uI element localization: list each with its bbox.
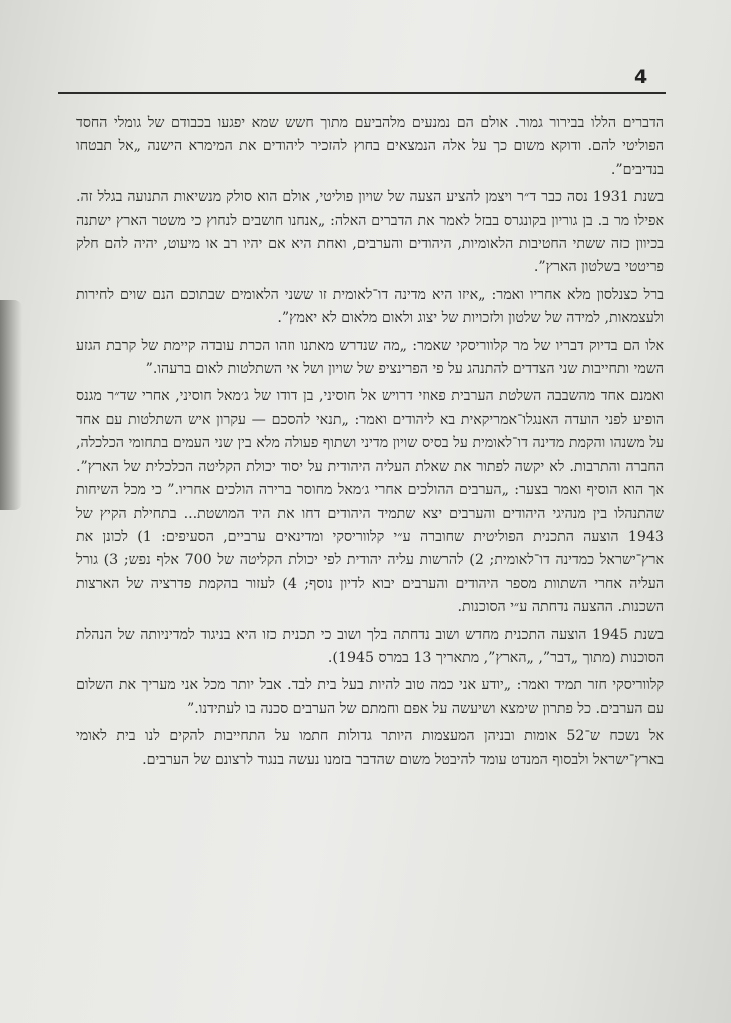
page-number: 4 — [634, 66, 648, 88]
paragraph: ברל כצנלסון מלא אחריו ואמר: „איזו היא מדינה דו־לאומית זו ששני הלאומים שבתוכם הנם שוים לחירות ולעצמאות, למידה של שלטון ולזכויות של יצוג ולאום מלאום לא יאמץ”. — [76, 286, 664, 327]
body-text — [76, 112, 664, 776]
paragraph: ואמנם אחד מהשבבה השלטת הערבית פאוזי דרויש אל חוסיני, בן דודו של ג׳מאל חוסיני, אחרי שד״ר מגנס הופיע לפני הועדה האנגלו־אמריקאית בא ליהודים ואמר: „תנאי להסכם — עקרון איש השתלטות עם אחד על משנהו והקמת מדינה דו־לאומית על בסיס שויון מדיני ושתוף פעולה מלא בין שני העמים בתחומי הכלכלה, החברה והתרבות. לא יקשה לפתור את שאלת העליה היהודית על יסוד יכולת הקליטה הכלכלית של הארץ”. אך הוא הוסיף ואמר בצער: „הערבים ההולכים אחרי ג׳מאל מחוסר ברירה הולכים אחריו.” כי מכל השיחות שהתנהלו בין מנהיגי היהודים והערבים יצא שתמיד היהודים דחו את היד המושטת... בתחילת הקיץ של 1943 הוצעה התכנית הפוליטית שחוברה ע״י קלווריסקי ומדינאים ערביים, הסעיפים: 1) לכונן את ארץ־ישראל כמדינה דו־לאומית; 2) להרשות עליה יהודית לפי יכולת הקליטה של 700 אלף נפש; 3) גורל העליה אחרי השתוות מספר היהודים והערבים יבוא לדיון נוסף; 4) לעזור בהקמת פדרציה של הארצות השכנות. ההצעה נדחתה ע״י הסוכנות. — [76, 388, 665, 616]
paragraph: קלווריסקי חזר תמיד ואמר: „יודע אני כמה טוב להיות בעל בית לבד. אבל יותר מכל אני מעריך את השלום עם הערבים. כל פתרון שימצא ושיעשה על אפם וחמתם של הערבים סכנה בו לעתידנו.” — [76, 677, 664, 717]
paragraph: בשנת 1931 נסה כבר ד״ר ויצמן להציע הצעה של שויון פוליטי, אולם הוא סולק מנשיאות התנועה בגלל זה. אפילו מר ב. בן גוריון בקונגרס בבזל לאמר את הדברים האלה: „אנחנו חושבים לנחוץ כי משטר הארץ ישתנה בכיוון כזה ששתי החטיבות הלאומיות, היהודים והערבים, ואחת היא אם יהיו רב או מיעוט, יהיה להם חלק פריטטי בשלטון הארץ”. — [76, 189, 664, 276]
binding-shadow — [0, 300, 22, 510]
paragraph: אלו הם בדיוק דבריו של מר קלווריסקי שאמר: „מה שנדרש מאתנו וזהו הכרת עובדה קיימת של קרבת הגזע השמי ותחייבות שני הצדדים להתנהג על פי הפרינציפ של שויון ושל אי השתלטות לאום ברעהו.” — [76, 337, 664, 378]
paragraph: אל נשכח ש־52 אומות ובניהן המעצמות היותר גדולות חתמו על התחייבות להקים לנו בית לאומי בארץ־ישראל ולבסוף המנדט עומד להיבטל משום שהדבר בזמנו נעשה בנגוד לרצונם של הערבים. — [76, 728, 664, 768]
paragraph: הדברים הללו בבירור גמור. אולם הם נמנעים מלהביעם מתוך חשש שמא יפגעו בכבודם של גומלי החסד הפוליטי להם. ודוקא משום כך על אלה הנמצאים בחוץ להזכיר ליהודים את המימרא הישנה „אל תבטחו בנדיבים”. — [76, 115, 664, 178]
header-rule — [58, 92, 666, 94]
paragraph: בשנת 1945 הוצעה התכנית מחדש ושוב נדחתה בלך ושוב כי תכנית כזו היא בניגוד למדיניותה של הנהלת הסוכנות (מתוך „דבר”, „הארץ”, מתאריך 13 במרס 1945). — [76, 626, 664, 666]
